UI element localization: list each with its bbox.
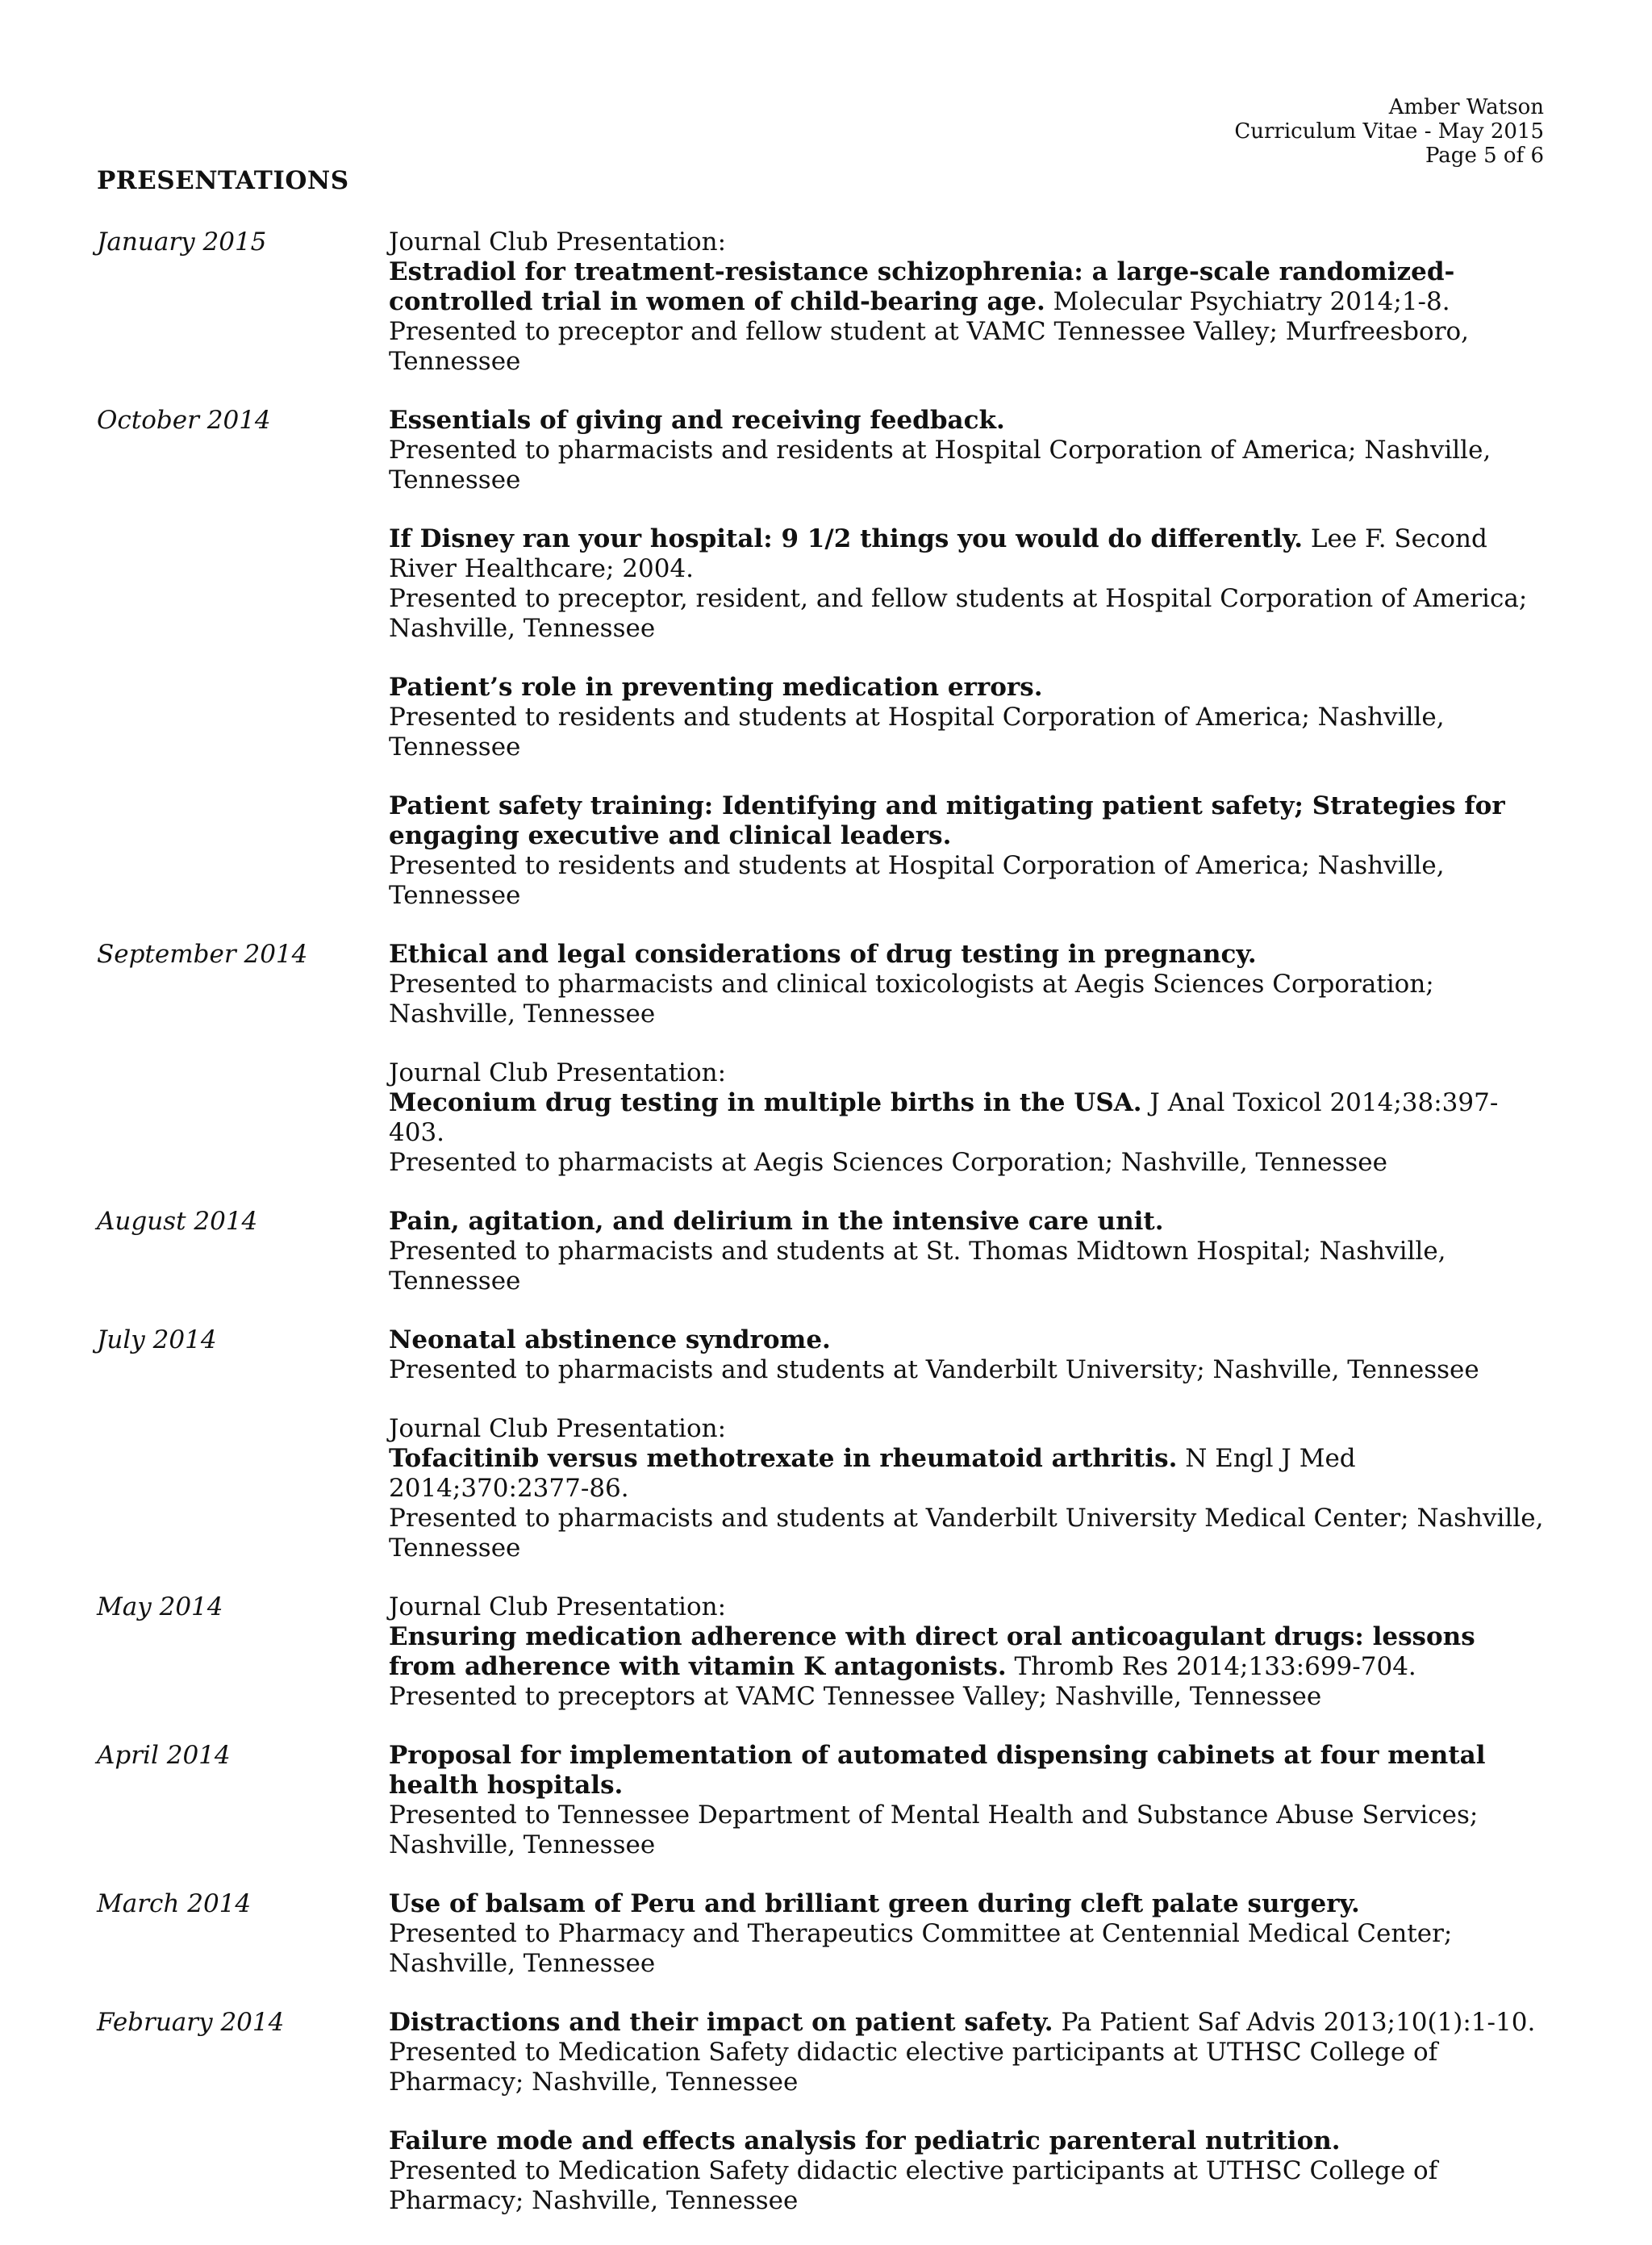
presentation-title: Ethical and legal considerations of drug testing in pregnancy. <box>389 940 1257 969</box>
presentation-entry <box>389 227 1549 377</box>
presentation-title: Tofacitinib versus methotrexate in rheumatoid arthritis. <box>389 1444 1178 1473</box>
journal-club-label: Journal Club Presentation: <box>389 227 727 257</box>
presentation-venue: Presented to Tennessee Department of Mental Health and Substance Abuse Services; Nashville, Tennessee <box>389 1801 1479 1859</box>
presentation-items <box>389 1325 1549 1563</box>
citation: Molecular Psychiatry 2014;1-8. <box>1045 287 1450 316</box>
presentation-title: Failure mode and effects analysis for pediatric parenteral nutrition. <box>389 2126 1341 2155</box>
presentation-title: Meconium drug testing in multiple births in the USA. <box>389 1088 1142 1117</box>
citation: N Engl J Med 2014;370:2377-86. <box>389 1444 1356 1503</box>
date-group <box>97 1325 1549 1563</box>
presentation-items <box>389 227 1549 377</box>
title-line <box>389 940 1549 970</box>
presentation-items <box>389 1207 1549 1296</box>
citation: Pa Patient Saf Advis 2013;10(1):1-10. <box>1053 2008 1536 2037</box>
presentation-entry <box>389 1058 1549 1178</box>
presentation-entry <box>389 406 1549 495</box>
presentation-entry <box>389 791 1549 911</box>
presentation-venue: Presented to pharmacists and students at Vanderbilt University Medical Center; Nashville, Tennessee <box>389 1504 1544 1563</box>
journal-club-label: Journal Club Presentation: <box>389 1058 727 1087</box>
presentation-date: February 2014 <box>97 2008 285 2037</box>
presentation-venue: Presented to residents and students at Hospital Corporation of America; Nashville, Tennessee <box>389 851 1445 910</box>
presentation-entry <box>389 1741 1549 1860</box>
presentation-entry <box>389 1889 1549 1979</box>
presentation-venue: Presented to Medication Safety didactic elective participants at UTHSC College of Pharmacy; Nashville, Tennessee <box>389 2038 1438 2097</box>
presentation-venue: Presented to preceptor, resident, and fellow students at Hospital Corporation of America; Nashville, Tennessee <box>389 584 1528 643</box>
title-line <box>389 1444 1549 1504</box>
date-group <box>97 1207 1549 1296</box>
title-line <box>389 673 1549 703</box>
presentation-entry <box>389 1414 1549 1563</box>
date-group <box>97 1889 1549 1979</box>
presentation-items <box>389 1889 1549 1979</box>
presentation-entry <box>389 940 1549 1029</box>
presentation-entry <box>389 1325 1549 1385</box>
presentation-title: Pain, agitation, and delirium in the intensive care unit. <box>389 1207 1164 1236</box>
title-line <box>389 2126 1549 2156</box>
title-line <box>389 1622 1549 1682</box>
date-group <box>97 2008 1549 2216</box>
presentation-date: July 2014 <box>97 1325 217 1354</box>
section-title: PRESENTATIONS <box>97 166 349 195</box>
date-group <box>97 227 1549 377</box>
date-group <box>97 940 1549 1178</box>
date-group <box>97 406 1549 911</box>
presentation-entry <box>389 1592 1549 1712</box>
presentation-date: October 2014 <box>97 406 271 435</box>
presentation-title: Proposal for implementation of automated dispensing cabinets at four mental health hospitals. <box>389 1741 1486 1800</box>
presentation-entry <box>389 2008 1549 2097</box>
presentations-list <box>97 227 1549 2245</box>
presentation-entry <box>389 673 1549 762</box>
page-header <box>1234 95 1544 168</box>
presentation-venue: Presented to pharmacists and clinical toxicologists at Aegis Sciences Corporation; Nashville, Tennessee <box>389 970 1434 1029</box>
author-name: Amber Watson <box>1388 95 1544 119</box>
title-line <box>389 791 1549 851</box>
presentation-entry <box>389 1207 1549 1296</box>
presentation-items <box>389 2008 1549 2216</box>
presentation-items <box>389 1741 1549 1860</box>
citation: Thromb Res 2014;133:699-704. <box>1006 1652 1416 1681</box>
presentation-title: Distractions and their impact on patient safety. <box>389 2008 1053 2037</box>
journal-club-label: Journal Club Presentation: <box>389 1592 727 1621</box>
title-line <box>389 257 1549 317</box>
presentation-venue: Presented to residents and students at Hospital Corporation of America; Nashville, Tennessee <box>389 703 1445 762</box>
presentation-date: April 2014 <box>97 1741 231 1770</box>
title-line <box>389 1325 1549 1355</box>
page-number: Page 5 of 6 <box>1425 144 1544 168</box>
presentation-title: Patient safety training: Identifying and mitigating patient safety; Strategies for engaging executive and clinical leaders. <box>389 791 1505 850</box>
presentation-title: Patient’s role in preventing medication errors. <box>389 673 1043 702</box>
presentation-title: Ensuring medication adherence with direct oral anticoagulant drugs: lessons from adherence with vitamin K antagonists. <box>389 1622 1475 1681</box>
presentation-items <box>389 1592 1549 1712</box>
date-group <box>97 1592 1549 1712</box>
title-line <box>389 1088 1549 1148</box>
title-line <box>389 1889 1549 1919</box>
presentation-date: March 2014 <box>97 1889 252 1918</box>
presentation-entry <box>389 524 1549 644</box>
presentation-date: May 2014 <box>97 1592 223 1621</box>
presentation-venue: Presented to Medication Safety didactic elective participants at UTHSC College of Pharmacy; Nashville, Tennessee <box>389 2156 1438 2215</box>
presentation-title: Use of balsam of Peru and brilliant green during cleft palate surgery. <box>389 1889 1360 1918</box>
document-title: Curriculum Vitae - May 2015 <box>1234 119 1544 144</box>
citation: J Anal Toxicol 2014;38:397-403. <box>389 1088 1499 1147</box>
presentation-title: Essentials of giving and receiving feedback. <box>389 406 1005 435</box>
presentation-items <box>389 940 1549 1178</box>
presentation-venue: Presented to preceptor and fellow student at VAMC Tennessee Valley; Murfreesboro, Tennessee <box>389 317 1470 376</box>
presentation-title: Neonatal abstinence syndrome. <box>389 1325 831 1354</box>
presentation-title: If Disney ran your hospital: 9 1/2 things you would do differently. <box>389 524 1304 553</box>
presentation-title: Estradiol for treatment-resistance schizophrenia: a large-scale randomized-controlled trial in women of child-bearing age. <box>389 257 1455 316</box>
presentation-date: January 2015 <box>97 227 267 257</box>
presentation-venue: Presented to pharmacists and residents at Hospital Corporation of America; Nashville, Tennessee <box>389 436 1491 494</box>
presentation-date: August 2014 <box>97 1207 258 1236</box>
title-line <box>389 1741 1549 1801</box>
presentation-date: September 2014 <box>97 940 308 969</box>
title-line <box>389 1207 1549 1237</box>
date-group <box>97 1741 1549 1860</box>
title-line <box>389 524 1549 584</box>
title-line <box>389 2008 1549 2038</box>
presentation-venue: Presented to preceptors at VAMC Tennessee Valley; Nashville, Tennessee <box>389 1682 1322 1711</box>
presentation-items <box>389 406 1549 911</box>
presentation-venue: Presented to pharmacists at Aegis Sciences Corporation; Nashville, Tennessee <box>389 1148 1387 1177</box>
citation: Lee F. Second River Healthcare; 2004. <box>389 524 1487 583</box>
presentation-venue: Presented to Pharmacy and Therapeutics Committee at Centennial Medical Center; Nashville, Tennessee <box>389 1919 1453 1978</box>
journal-club-label: Journal Club Presentation: <box>389 1414 727 1443</box>
presentation-venue: Presented to pharmacists and students at St. Thomas Midtown Hospital; Nashville, Tennessee <box>389 1237 1446 1296</box>
presentation-venue: Presented to pharmacists and students at Vanderbilt University; Nashville, Tennessee <box>389 1355 1479 1384</box>
presentation-entry <box>389 2126 1549 2216</box>
title-line <box>389 406 1549 436</box>
